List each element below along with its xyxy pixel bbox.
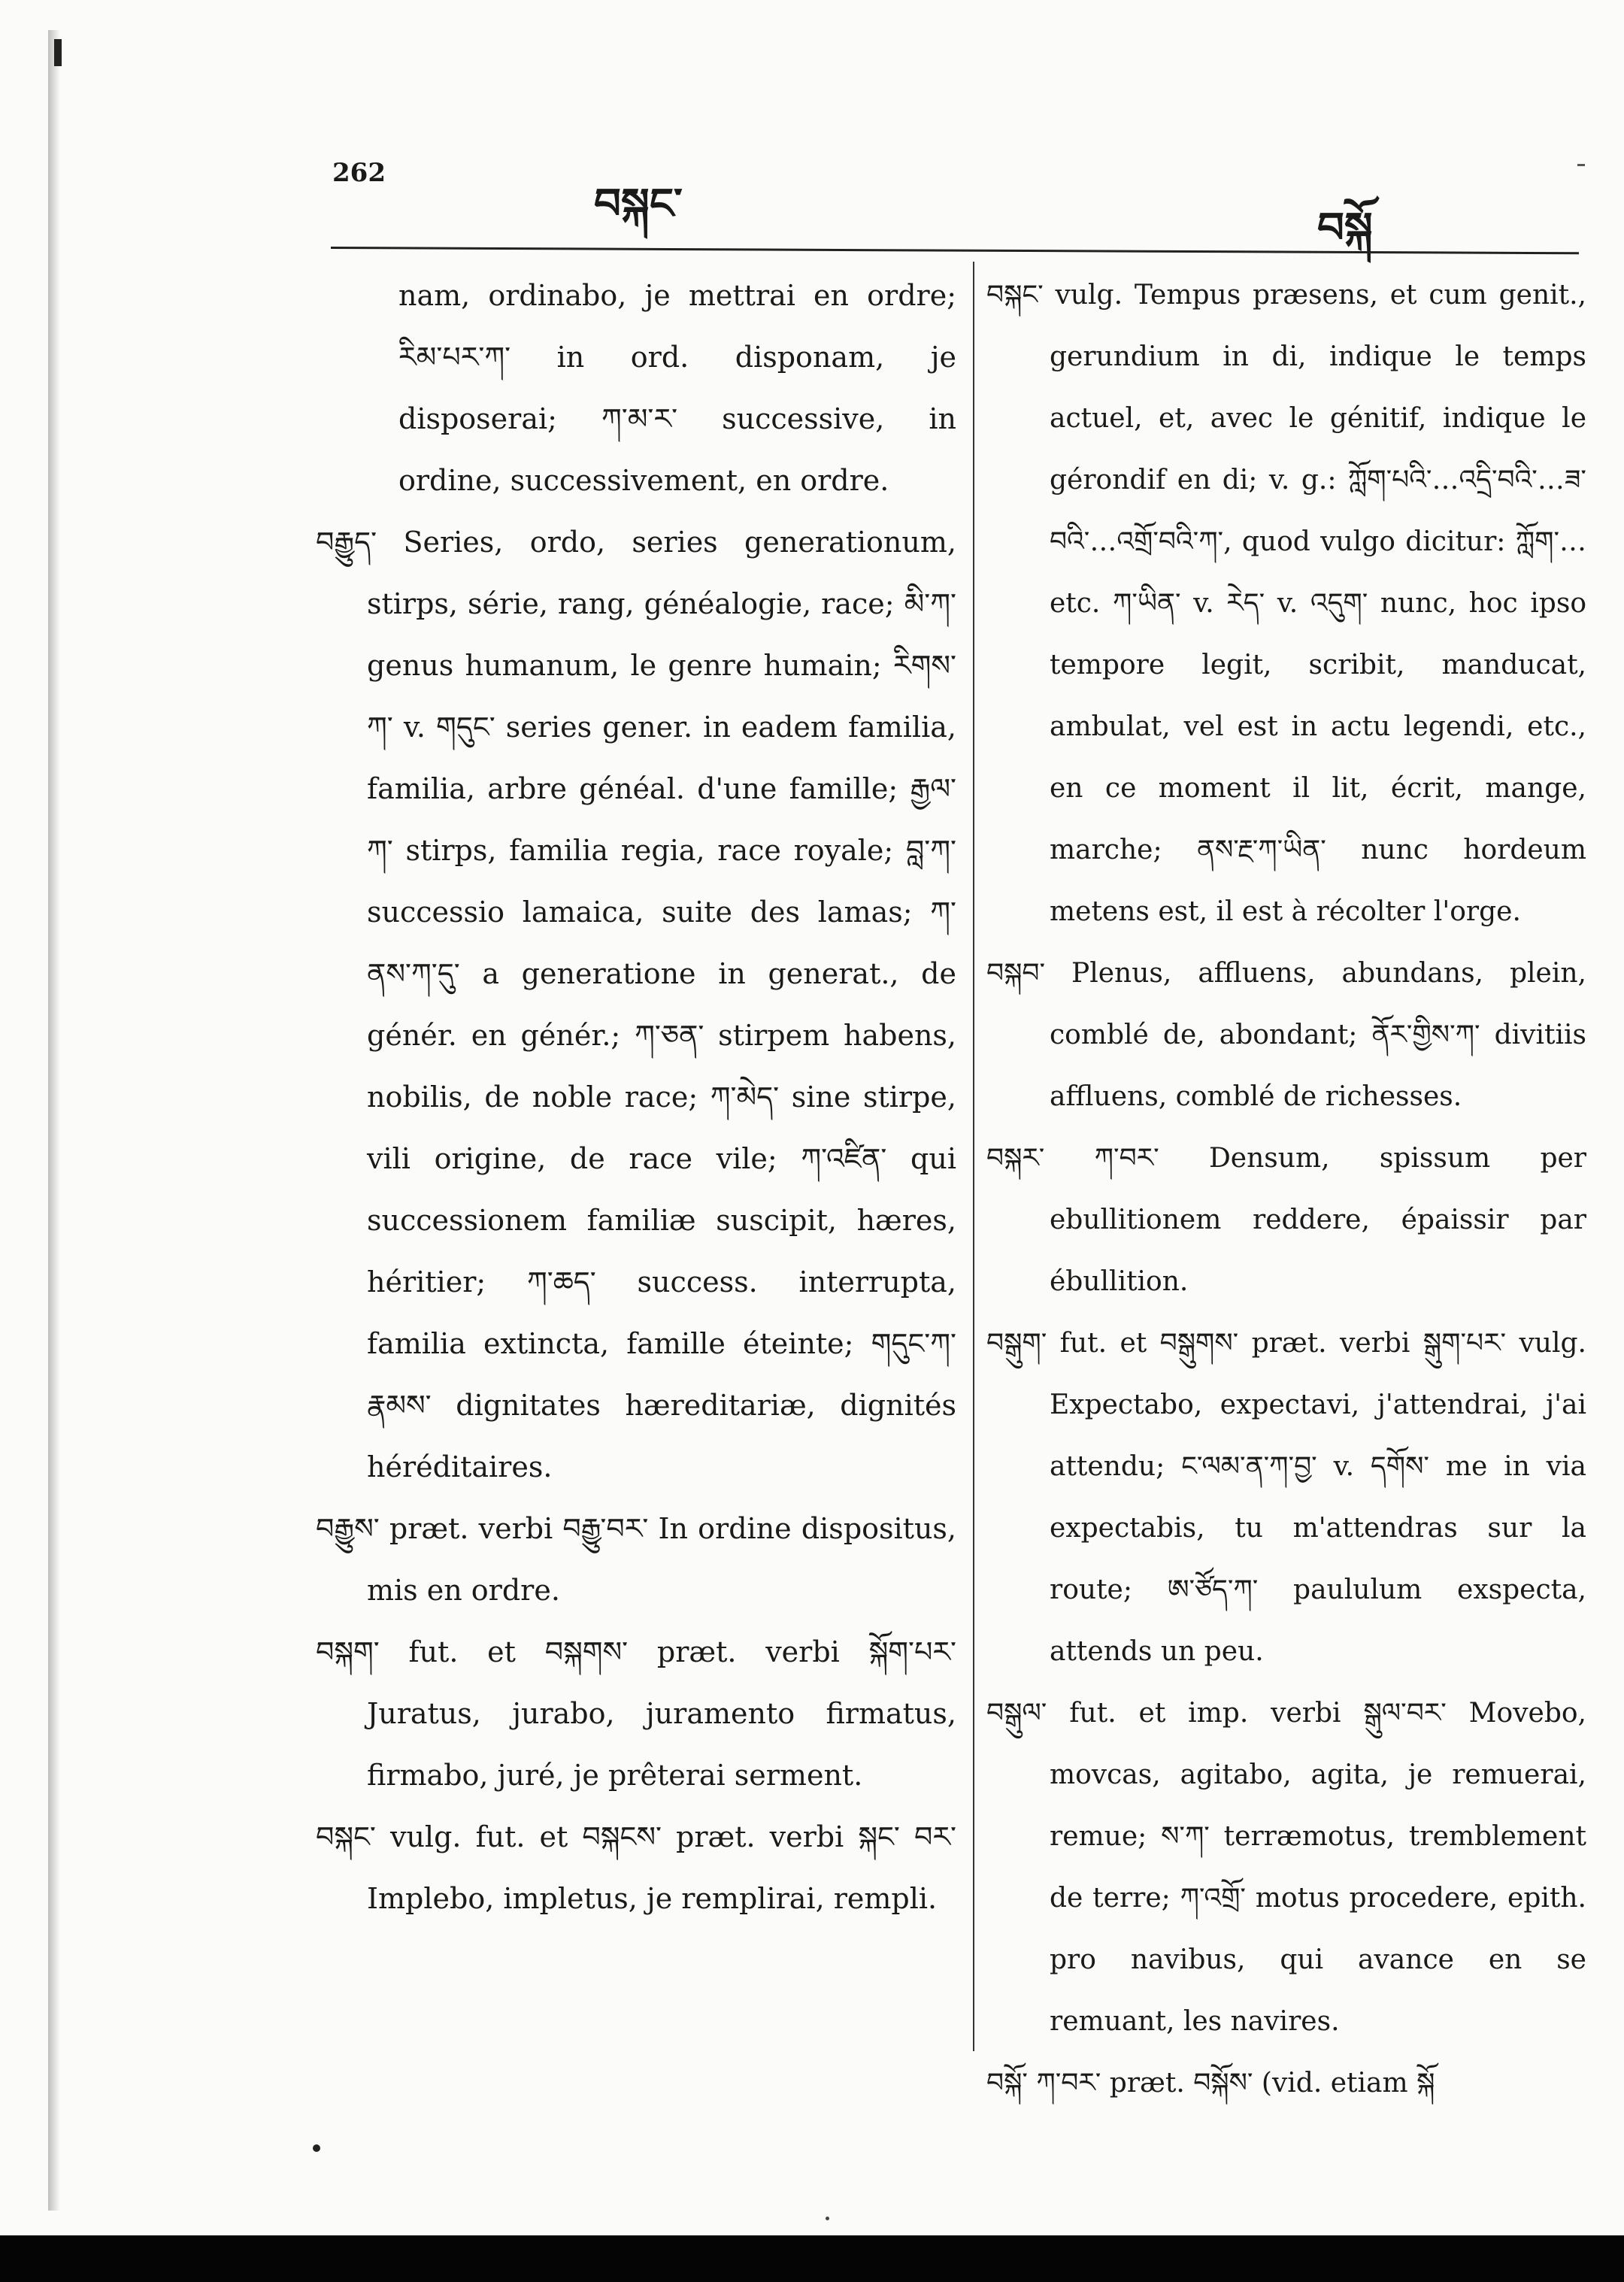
dictionary-entry: བརྒྱུད་ Series, ordo, series generationum, stirps, série, rang, généalogie, race; མི་ཀ་ genus humanum, le genre humain; རིགས་ཀ་ v. གདུང་ series gener. in eadem familia, familia, arbre généal. d'une famille; རྒྱལ་ཀ་ stirps, familia regia, race royale; བླ་ཀ་ successio lamaica, suite des lamas; ཀ་ནས་ཀ་དུ་ a generatione in generat., de génér. en génér.; ཀ་ཅན་ stirpem habens, nobilis, de noble race; ཀ་མེད་ sine stirpe, vili origine, de race vile; ཀ་འཛིན་ qui successionem familiæ suscipit, hæres, héritier; ཀ་ཆད་ success. interrupta, familia extincta, famille éteinte; གདུང་ཀ་ རྣམས་ dignitates hæreditariæ, dignités héréditaires. (316, 526, 956, 1483)
scan-speck (826, 2217, 829, 2220)
header-rule (331, 247, 1579, 254)
dictionary-entry: བསྐང་ vulg. Tempus præsens, et cum genit., gerundium in di, indique le temps actuel, et, avec le génitif, indique le gérondif en di; v. g.: ཀློག་པའི་…འདྲི་བའི་…ཟ་བའི་…འགྲོ་བའི་ཀ་, quod vulgo dicitur: ཀློག་… etc. ཀ་ཡིན་ v. རེད་ v. འདུག་ nunc, hoc ipso tempore legit, scribit, manducat, ambulat, vel est in actu legendi, etc., en ce moment il lit, écrit, mange, marche; ནས་རྔ་ཀ་ཡིན་ nunc hordeum metens est, il est à récolter l'orge. (986, 280, 1586, 927)
dictionary-entry: བསྒུལ་ fut. et imp. verbi སྒུལ་བར་ Movebo, movcas, agitabo, agita, je remuerai, remue; ས་ཀ་ terræmotus, tremblement de terre; ཀ་འགྲོ་ motus procedere, epith. pro navibus, qui avance en se remuant, les navires. (986, 1698, 1586, 2037)
dictionary-entry: བསྐབ་ Plenus, affluens, abundans, plein, comblé de, abondant; ནོར་གྱིས་ཀ་ divitiis affluens, comblé de richesses. (986, 958, 1586, 1112)
scan-speck (313, 2144, 320, 2152)
scan-bottom-border (0, 2235, 1624, 2282)
dictionary-entry: བརྒྱུས་ præt. verbi བརྒྱུ་བར་ In ordine dispositus, mis en ordre. (316, 1512, 956, 1607)
right-column (986, 265, 1586, 2114)
scan-speck (1577, 164, 1585, 166)
scan-mark (54, 39, 62, 66)
dictionary-entry: བསྐང་ vulg. fut. et བསྐངས་ præt. verbi སྐང་ བར་ Implebo, impletus, je remplirai, rempli. (316, 1820, 956, 1915)
entry-continuation: nam, ordinabo, je mettrai en ordre; རིམ་པར་ཀ་ in ord. disponam, je disposerai; ཀ་མ་ར་ successive, in ordine, successivement, en ordre. (398, 279, 956, 497)
dictionary-entry: བསྐོ་ ཀ་བར་ præt. བསྐོས་ (vid. etiam སྐོ (986, 2068, 1435, 2099)
scan-edge-shadow (48, 30, 60, 2211)
left-column (316, 265, 956, 1929)
dictionary-entry: བསྒུག་ fut. et བསྒུགས་ præt. verbi སྒུག་པར་ vulg. Expectabo, expectavi, j'attendrai, j'ai attendu; ང་ལམ་ན་ཀ་བྱ་ v. དགོས་ me in via expectabis, tu m'attendras sur la route; ཨ་ཙོད་ཀ་ paululum exspecta, attends un peu. (986, 1328, 1586, 1667)
running-head-left: བསྐང་ (594, 179, 683, 229)
dictionary-entry: བསྐག་ fut. et བསྐགས་ præt. verbi སྐོག་པར་ Juratus, jurabo, juramento firmatus, firmabo, juré, je prêterai serment. (316, 1635, 956, 1792)
running-head-right: བསྐོ (1317, 203, 1373, 253)
page-number: 262 (332, 158, 386, 188)
column-divider (973, 262, 974, 2051)
dictionary-entry: བསྐར་ ཀ་བར་ Densum, spissum per ebullitionem reddere, épaissir par ébullition. (986, 1143, 1586, 1297)
